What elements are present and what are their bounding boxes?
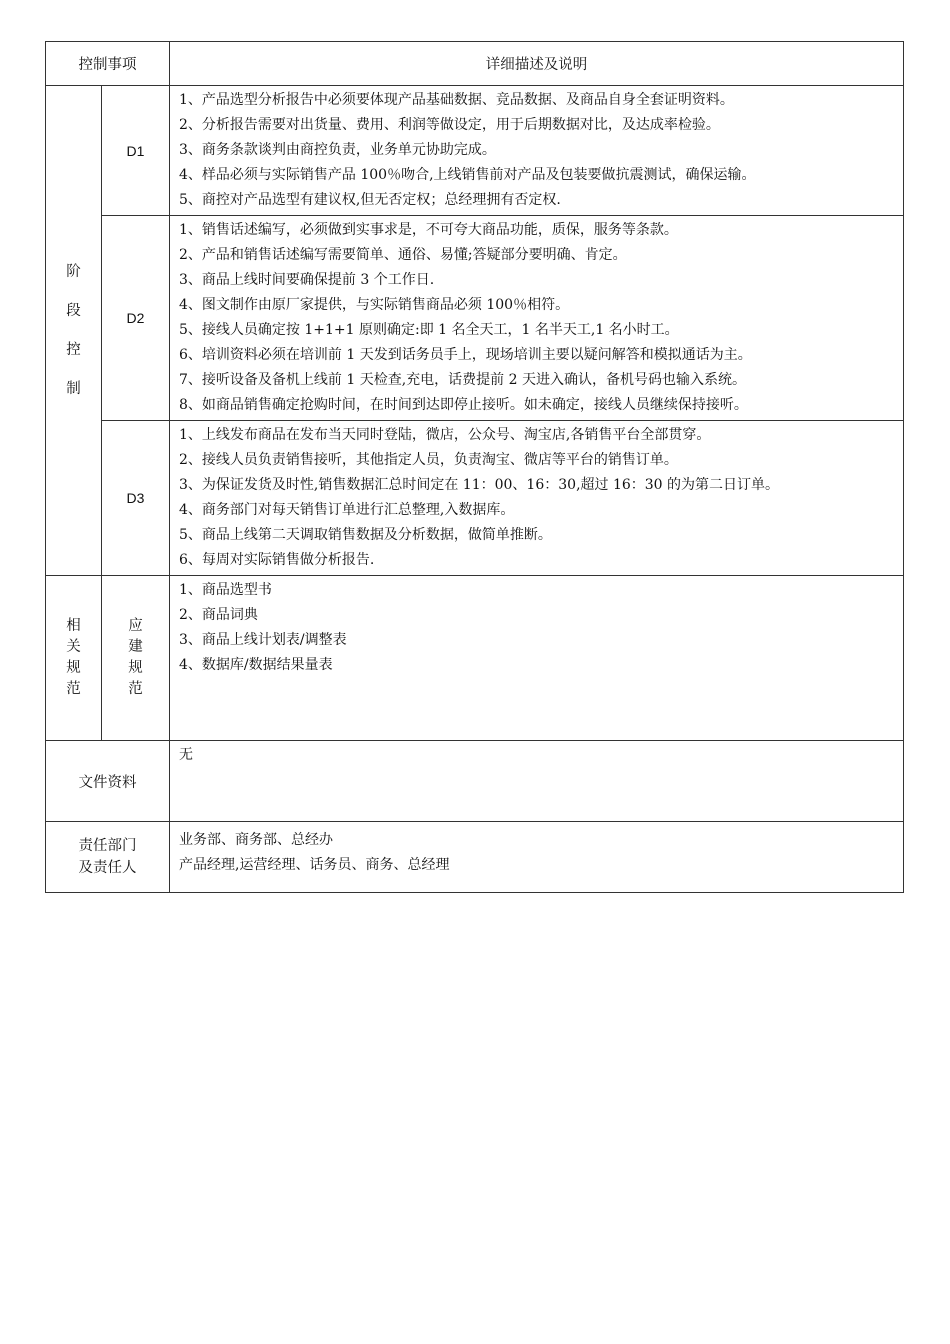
responsibility-label-line: 责任部门 [78,838,137,854]
header-control-item: 控制事项 [46,42,170,86]
label-char: 建 [128,639,143,655]
norms-row [46,576,904,741]
description-line: 1、销售话述编写，必须做到实事求是，不可夸大商品功能，质保，服务等条款。 [179,222,678,238]
control-table [45,41,904,893]
responsibility-label-line: 及责任人 [78,860,137,876]
description-line: 5、商品上线第二天调取销售数据及分析数据，做简单推断。 [179,527,552,543]
norm-line: 1、商品选型书 [179,582,272,598]
responsibility-row [46,822,904,893]
description-line: 4、图文制作由原厂家提供，与实际销售商品必须 100％相符。 [179,297,570,313]
stage-row-d2 [46,216,904,421]
norms-label-related [46,576,102,741]
header-description: 详细描述及说明 [170,42,904,86]
stage-lines-d2 [170,216,904,421]
description-line: 8、如商品销售确定抢购时间，在时间到达即停止接听。如未确定，接线人员继续保持接听。 [179,397,748,413]
description-line: 4、样品必须与实际销售产品 100％吻合,上线销售前对产品及包装要做抗震测试，确保运输。 [179,167,756,183]
responsibility-label [46,822,170,893]
stage-label-d3: D3 [102,421,170,576]
stage-control-label [46,86,102,576]
description-line: 2、接线人员负责销售接听，其他指定人员，负责淘宝、微店等平台的销售订单。 [179,452,678,468]
label-char: 规 [128,660,143,676]
stage-row-d1 [46,86,904,216]
description-line: 4、商务部门对每天销售订单进行汇总整理,入数据库。 [179,502,515,518]
label-char: 范 [128,681,143,697]
norm-line: 2、商品词典 [179,607,258,623]
responsibility-lines [170,822,904,893]
stage-lines-d3 [170,421,904,576]
documents-row [46,741,904,822]
description-line: 3、为保证发货及时性,销售数据汇总时间定在 11：00、16：30,超过 16：30 的为第二日订单。 [179,477,780,493]
documents-lines [170,741,904,822]
responsibility-line: 业务部、商务部、总经办 [179,832,333,848]
label-char: 关 [66,639,81,655]
description-line: 5、接线人员确定按 1+1+1 原则确定:即 1 名全天工，1 名半天工,1 名小时工。 [179,322,679,338]
stage-lines-d1 [170,86,904,216]
label-char: 阶 [66,263,81,280]
norms-lines [170,576,904,741]
stage-label-d1: D1 [102,86,170,216]
description-line: 6、培训资料必须在培训前 1 天发到话务员手上，现场培训主要以疑问解答和模拟通话为主。 [179,347,752,363]
label-char: 规 [66,660,81,676]
stage-row-d3 [46,421,904,576]
label-char: 制 [66,380,81,397]
documents-label: 文件资料 [46,741,170,822]
description-line: 2、产品和销售话述编写需要简单、通俗、易懂;答疑部分要明确、肯定。 [179,247,627,263]
description-line: 2、分析报告需要对出货量、费用、利润等做设定，用于后期数据对比，及达成率检验。 [179,117,720,133]
description-line: 6、每周对实际销售做分析报告. [179,552,375,568]
label-char: 控 [66,341,81,358]
description-line: 1、产品选型分析报告中必须要体现产品基础数据、竞品数据、及商品自身全套证明资料。 [179,92,734,108]
label-char: 相 [66,618,81,634]
norms-label-should-build [102,576,170,741]
norm-line: 3、商品上线计划表/调整表 [179,632,347,648]
description-line: 3、商品上线时间要确保提前 3 个工作日. [179,272,435,288]
document-line: 无 [179,747,193,763]
description-line: 1、上线发布商品在发布当天同时登陆，微店，公众号、淘宝店,各销售平台全部贯穿。 [179,427,711,443]
stage-label-d2: D2 [102,216,170,421]
description-line: 3、商务条款谈判由商控负责，业务单元协助完成。 [179,142,496,158]
responsibility-line: 产品经理,运营经理、话务员、商务、总经理 [179,857,450,873]
header-row [46,42,904,86]
label-char: 范 [66,681,81,697]
description-line: 5、商控对产品选型有建议权,但无否定权；总经理拥有否定权. [179,192,561,208]
norm-line: 4、数据库/数据结果量表 [179,657,333,673]
description-line: 7、接听设备及备机上线前 1 天检查,充电，话费提前 2 天进入确认，备机号码也输入系统。 [179,372,746,388]
label-char: 段 [66,302,81,319]
label-char: 应 [128,618,143,634]
